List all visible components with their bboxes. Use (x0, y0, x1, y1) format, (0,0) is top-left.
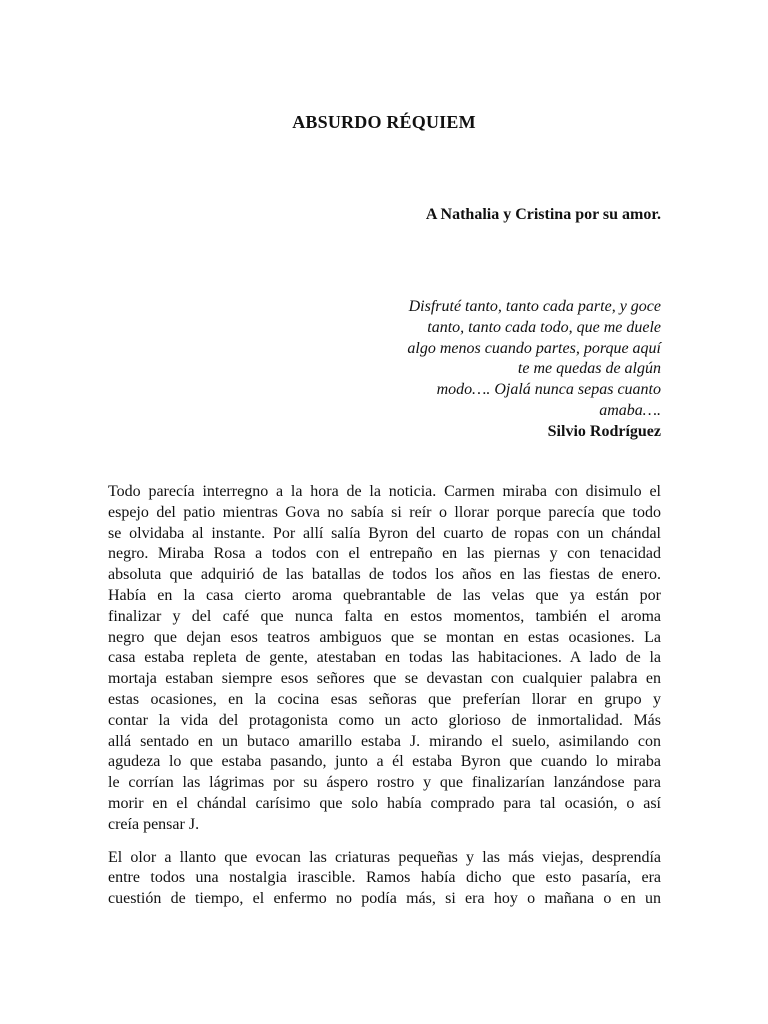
paragraph-line: El olor a llanto que evocan las criaturas pequeñas y las más viejas, desprendía (108, 848, 661, 866)
paragraph-line: Todo parecía interregno a la hora de la noticia. Carmen miraba con disimulo el (108, 483, 661, 500)
paragraph-line: cuestión de tiempo, el enfermo no podía más, si era hoy o mañana o en un (108, 890, 661, 908)
epigraph-line: Disfruté tanto, tanto cada parte, y goce (408, 298, 661, 315)
paragraph (108, 482, 661, 836)
epigraph-line: modo…. Ojalá nunca sepas cuanto (436, 381, 661, 399)
epigraph-line: te me quedas de algún (517, 360, 661, 378)
paragraph-line: morir en el chándal carísimo que solo había comprado para tal ocasión, o así (108, 794, 661, 812)
paragraph-line: entre todos una nostalgia irascible. Ramos había dicho que esto pasaría, era (108, 869, 661, 887)
paragraph-line: allá sentado en un butaco amarillo estaba J. mirando el suelo, asimilando con (108, 732, 661, 750)
paragraph-line: le corrían las lágrimas por su áspero rostro y que finalizarían lanzándose para (108, 774, 661, 792)
paragraph-line: negro que dejan esos teatros ambiguos que se montan en estas ocasiones. La (108, 628, 661, 646)
paragraph (108, 848, 661, 910)
dedication: A Nathalia y Cristina por su amor. (425, 206, 661, 223)
epigraph-line: amaba…. (599, 401, 661, 419)
paragraph-line: Había en la casa cierto aroma quebrantable de las velas que ya están por (108, 586, 661, 604)
paragraph-line: se olvidaba al instante. Por allí salía Byron del cuarto de ropas con un chándal (108, 524, 661, 542)
paragraph-line: contar la vida del protagonista como un acto glorioso de inmortalidad. Más (108, 711, 661, 729)
epigraph-line: algo menos cuando partes, porque aquí (407, 339, 661, 357)
epigraph-line: tanto, tanto cada todo, que me duele (427, 318, 661, 336)
paragraph-line: mortaja estaban siempre esos señores que se devastan con cualquier palabra en (108, 670, 661, 688)
document-title: ABSURDO RÉQUIEM (292, 112, 476, 132)
paragraph-line: creía pensar J. (108, 815, 200, 833)
paragraph-line: espejo del patio mientras Gova no sabía si reír o llorar porque parecía que todo (108, 503, 661, 521)
epigraph (361, 297, 661, 443)
paragraph-line: casa estaba repleta de gente, atestaban en todas las habitaciones. A lado de la (108, 649, 661, 667)
paragraph-line: absoluta que adquirió de las batallas de todos los años en las fiestas de enero. (108, 566, 661, 584)
document-body (108, 482, 661, 910)
paragraph-line: finalizar y del café que nunca falta en estos momentos, también el aroma (108, 607, 661, 625)
paragraph-line: estas ocasiones, en la cocina esas señoras que preferían llorar en grupo y (108, 690, 661, 708)
paragraph-line: negro. Miraba Rosa a todos con el entrepaño en las piernas y con tenacidad (108, 545, 661, 563)
paragraph-line: agudeza lo que estaba pasando, junto a él estaba Byron que cuando lo miraba (108, 753, 661, 771)
epigraph-author: Silvio Rodríguez (547, 422, 661, 440)
